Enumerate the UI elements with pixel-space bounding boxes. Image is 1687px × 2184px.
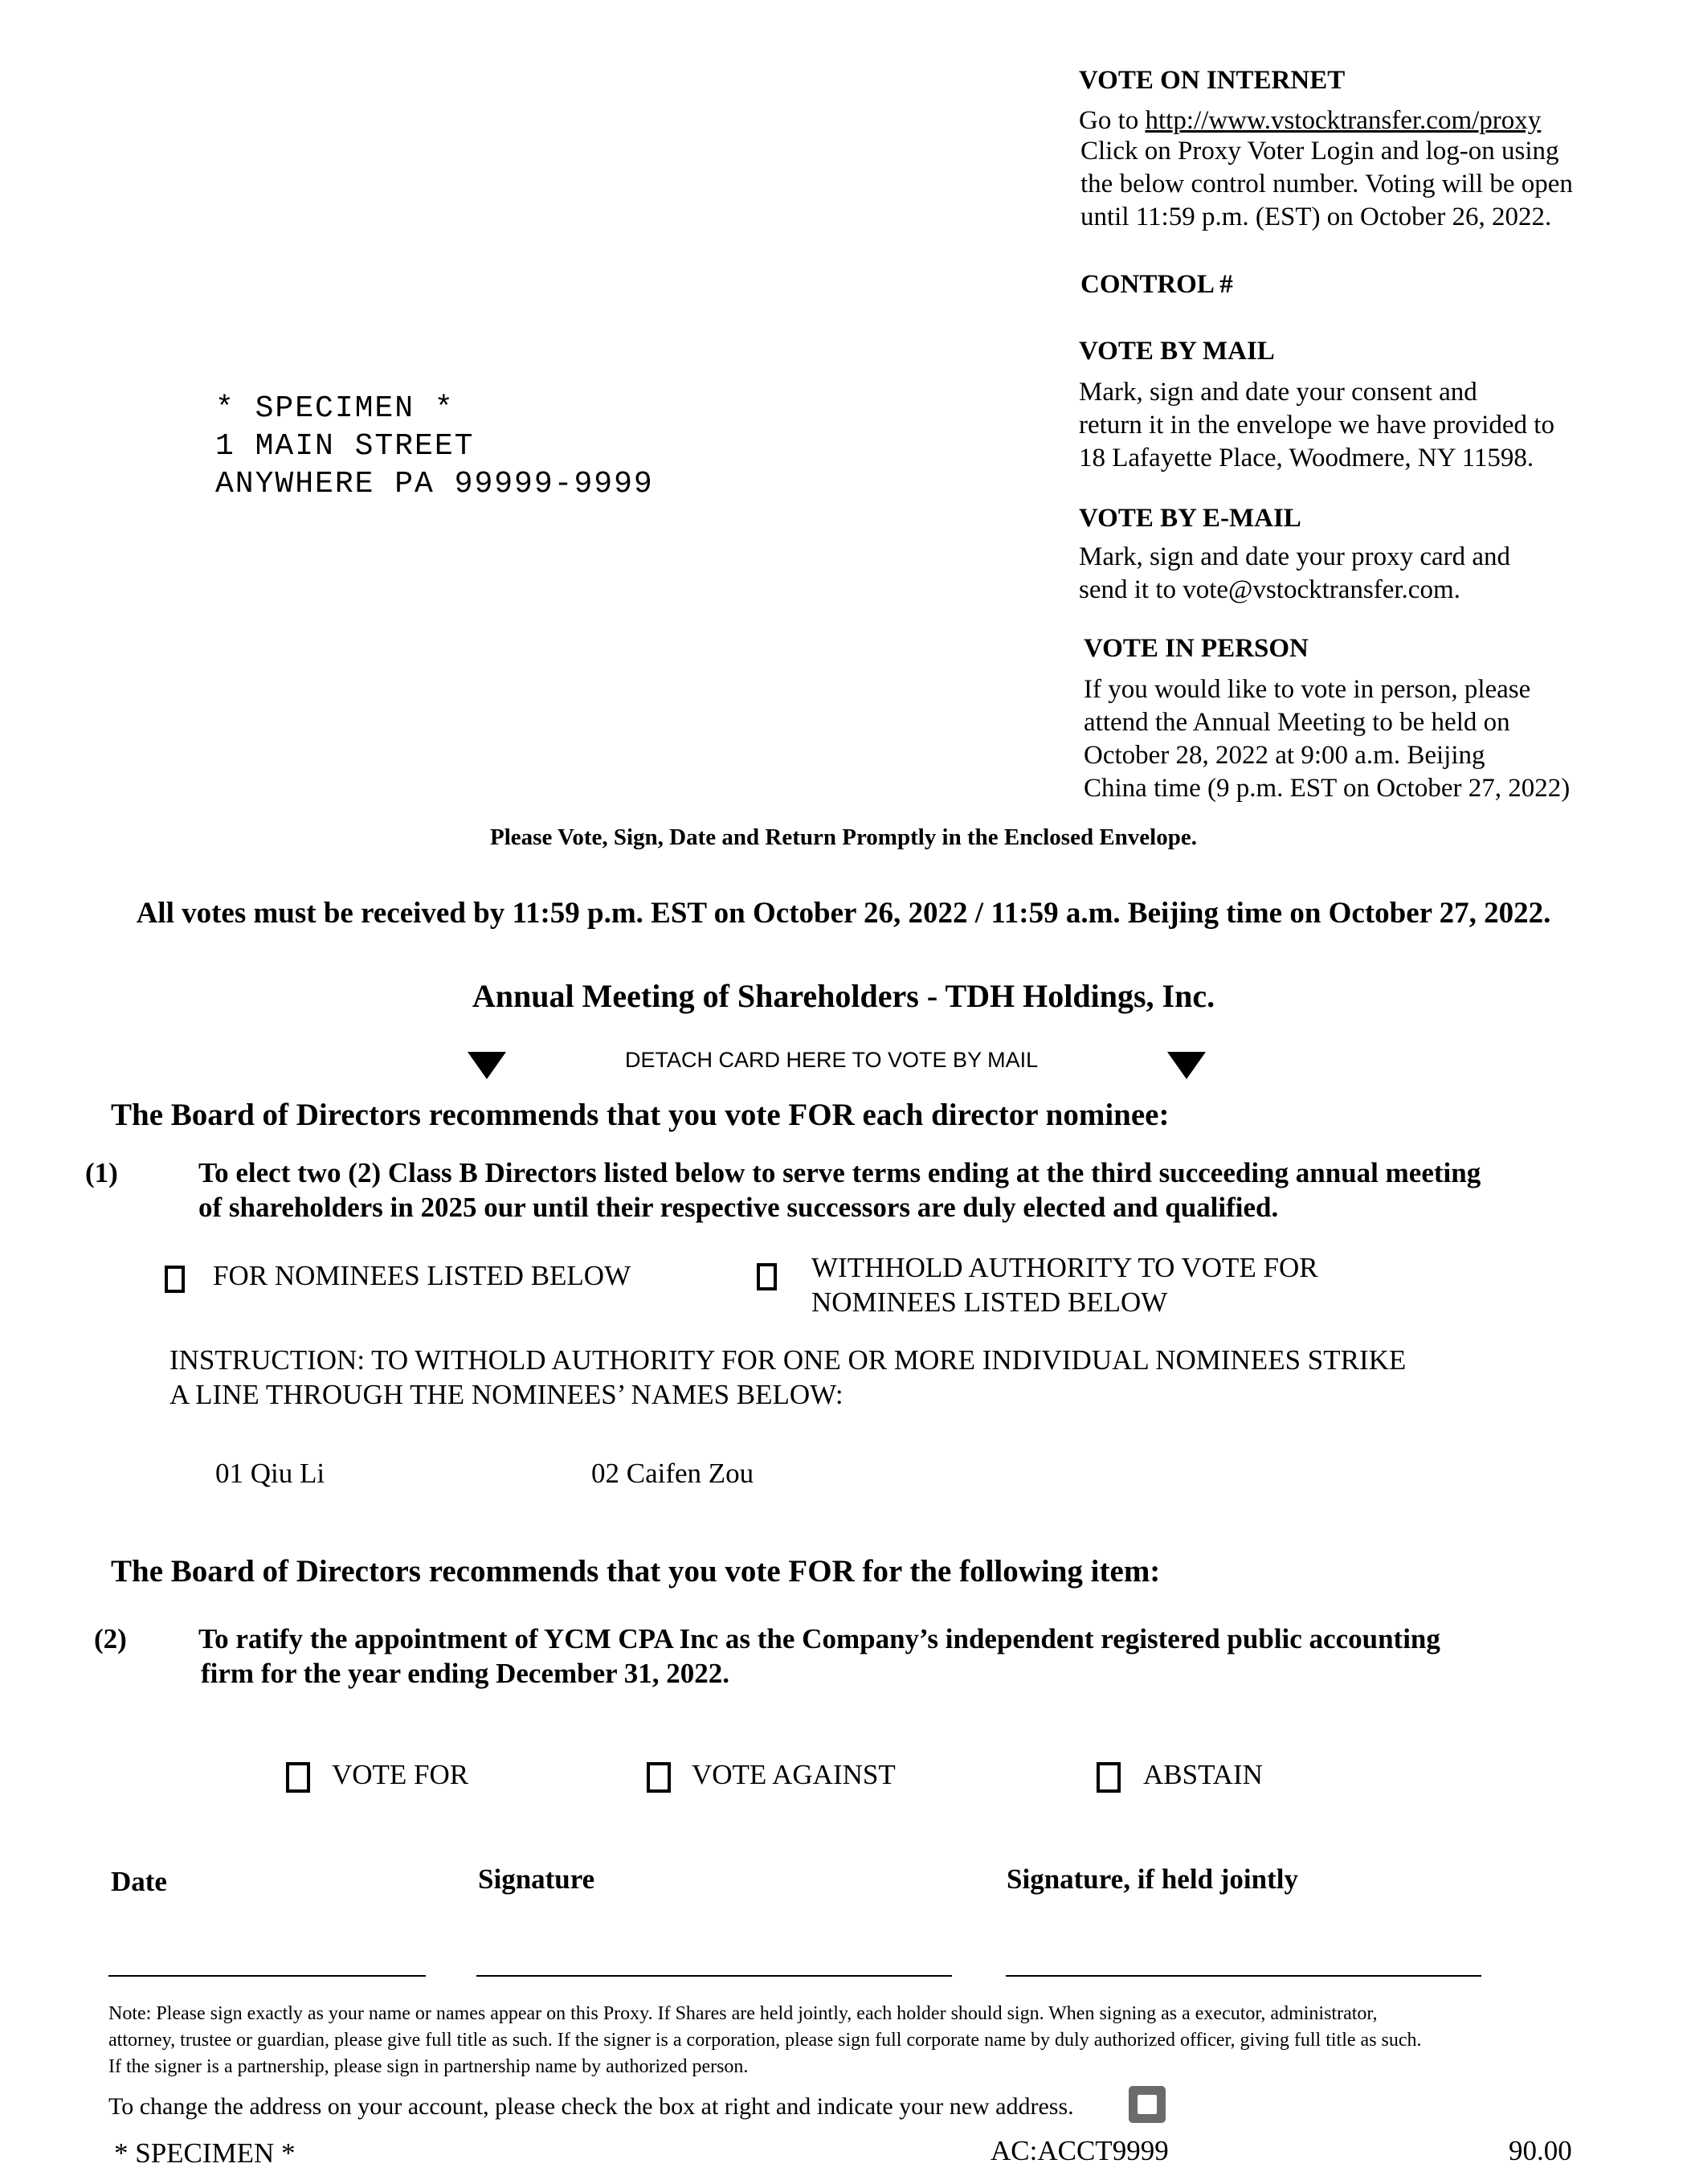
proposal-2-recommendation: The Board of Directors recommends that you vote FOR for the following item:: [111, 1554, 1161, 1589]
vote-deadline-notice: All votes must be received by 11:59 p.m. EST on October 26, 2022 / 11:59 a.m. Beijing time on October 27, 2022.: [136, 897, 1551, 930]
vote-mail-line-1: Mark, sign and date your consent and: [1079, 378, 1477, 407]
vote-person-line-4: China time (9 p.m. EST on October 27, 2022): [1084, 774, 1571, 803]
instruction-line-1: INSTRUCTION: TO WITHOLD AUTHORITY FOR ONE OR MORE INDIVIDUAL NOMINEES STRIKE: [170, 1344, 1407, 1376]
vote-internet-heading: VOTE ON INTERNET: [1079, 66, 1346, 95]
proposal-1-text-line-2: of shareholders in 2025 our until their respective successors are duly elected and qualified.: [198, 1192, 1279, 1223]
detach-label: DETACH CARD HERE TO VOTE BY MAIL: [625, 1048, 1039, 1072]
vote-email-line-2: send it to vote@vstocktransfer.com.: [1079, 575, 1460, 604]
control-number-label: CONTROL #: [1080, 270, 1233, 299]
please-vote-notice: Please Vote, Sign, Date and Return Promptly in the Enclosed Envelope.: [490, 824, 1197, 850]
meeting-title: Annual Meeting of Shareholders - TDH Holdings, Inc.: [472, 978, 1215, 1014]
instruction-line-2: A LINE THROUGH THE NOMINEES’ NAMES BELOW:: [170, 1379, 844, 1410]
signature-label: Signature: [478, 1863, 595, 1895]
joint-signature-label: Signature, if held jointly: [1007, 1863, 1299, 1895]
vote-person-line-1: If you would like to vote in person, please: [1084, 675, 1531, 704]
vote-internet-line-2: the below control number. Voting will be open: [1080, 170, 1573, 198]
vote-person-line-2: attend the Annual Meeting to be held on: [1084, 708, 1510, 737]
vote-email-heading: VOTE BY E-MAIL: [1079, 504, 1301, 533]
proposal-2-text-line-2: firm for the year ending December 31, 2022.: [201, 1658, 730, 1689]
account-number: AC:ACCT9999: [991, 2135, 1169, 2166]
vote-person-heading: VOTE IN PERSON: [1084, 634, 1309, 663]
abstain-label: ABSTAIN: [1143, 1759, 1263, 1790]
note-line-3: If the signer is a partnership, please sign in partnership name by authorized person.: [108, 2056, 749, 2077]
detach-arrow-left-icon: [468, 1052, 506, 1079]
for-nominees-label: FOR NOMINEES LISTED BELOW: [213, 1260, 631, 1291]
proposal-2-number: (2): [94, 1623, 127, 1654]
note-line-2: attorney, trustee or guardian, please give full title as such. If the signer is a corporation, please sign full corporate name by duly authorized officer, giving full title as such.: [108, 2030, 1422, 2051]
address-change-checkbox[interactable]: [1129, 2086, 1166, 2123]
vote-internet-goto: [1079, 104, 1541, 137]
for-nominees-checkbox[interactable]: [165, 1266, 185, 1293]
date-line[interactable]: [108, 1975, 426, 1977]
vote-for-label: VOTE FOR: [332, 1759, 469, 1790]
vote-email-line-1: Mark, sign and date your proxy card and: [1079, 542, 1511, 571]
note-line-1: Note: Please sign exactly as your name or names appear on this Proxy. If Shares are held jointly, each holder should sign. When signing as a executor, administrator,: [108, 2003, 1378, 2024]
proposal-2-text-line-1: To ratify the appointment of YCM CPA Inc as the Company’s independent registered public accounting: [198, 1623, 1440, 1654]
share-amount: 90.00: [1509, 2135, 1572, 2166]
proposal-1-number: (1): [85, 1157, 118, 1188]
vote-internet-line-1: Click on Proxy Voter Login and log-on using: [1080, 137, 1559, 166]
abstain-checkbox[interactable]: [1097, 1762, 1121, 1793]
vote-against-label: VOTE AGAINST: [692, 1759, 896, 1790]
address-change-text: To change the address on your account, please check the box at right and indicate your new address.: [108, 2093, 1074, 2120]
proxy-url-link[interactable]: http://www.vstocktransfer.com/proxy: [1145, 106, 1542, 135]
withhold-label-line-2: NOMINEES LISTED BELOW: [811, 1286, 1168, 1318]
detach-arrow-right-icon: [1167, 1052, 1206, 1079]
vote-mail-heading: VOTE BY MAIL: [1079, 337, 1275, 366]
vote-for-checkbox[interactable]: [286, 1762, 310, 1793]
withhold-authority-checkbox[interactable]: [757, 1263, 777, 1290]
proposal-1-recommendation: The Board of Directors recommends that you vote FOR each director nominee:: [111, 1098, 1170, 1132]
vote-internet-line-3: until 11:59 p.m. (EST) on October 26, 2022.: [1080, 202, 1552, 231]
proposal-1-text-line-1: To elect two (2) Class B Directors listed below to serve terms ending at the third succeeding annual meeting: [198, 1157, 1481, 1188]
footer-specimen: * SPECIMEN *: [114, 2137, 296, 2169]
signature-line[interactable]: [476, 1975, 952, 1977]
nominee-2: 02 Caifen Zou: [591, 1458, 754, 1489]
joint-signature-line[interactable]: [1006, 1975, 1481, 1977]
goto-label: Go to: [1079, 106, 1139, 135]
withhold-label-line-1: WITHHOLD AUTHORITY TO VOTE FOR: [811, 1252, 1318, 1283]
vote-against-checkbox[interactable]: [647, 1762, 671, 1793]
vote-mail-line-2: return it in the envelope we have provided to: [1079, 411, 1554, 440]
nominee-1: 01 Qiu Li: [215, 1458, 325, 1489]
address-line-1: * SPECIMEN *: [215, 391, 455, 426]
address-line-3: ANYWHERE PA 99999-9999: [215, 467, 654, 501]
date-label: Date: [111, 1866, 167, 1897]
vote-person-line-3: October 28, 2022 at 9:00 a.m. Beijing: [1084, 741, 1485, 770]
vote-mail-line-3: 18 Lafayette Place, Woodmere, NY 11598.: [1079, 444, 1534, 472]
address-line-2: 1 MAIN STREET: [215, 429, 475, 464]
